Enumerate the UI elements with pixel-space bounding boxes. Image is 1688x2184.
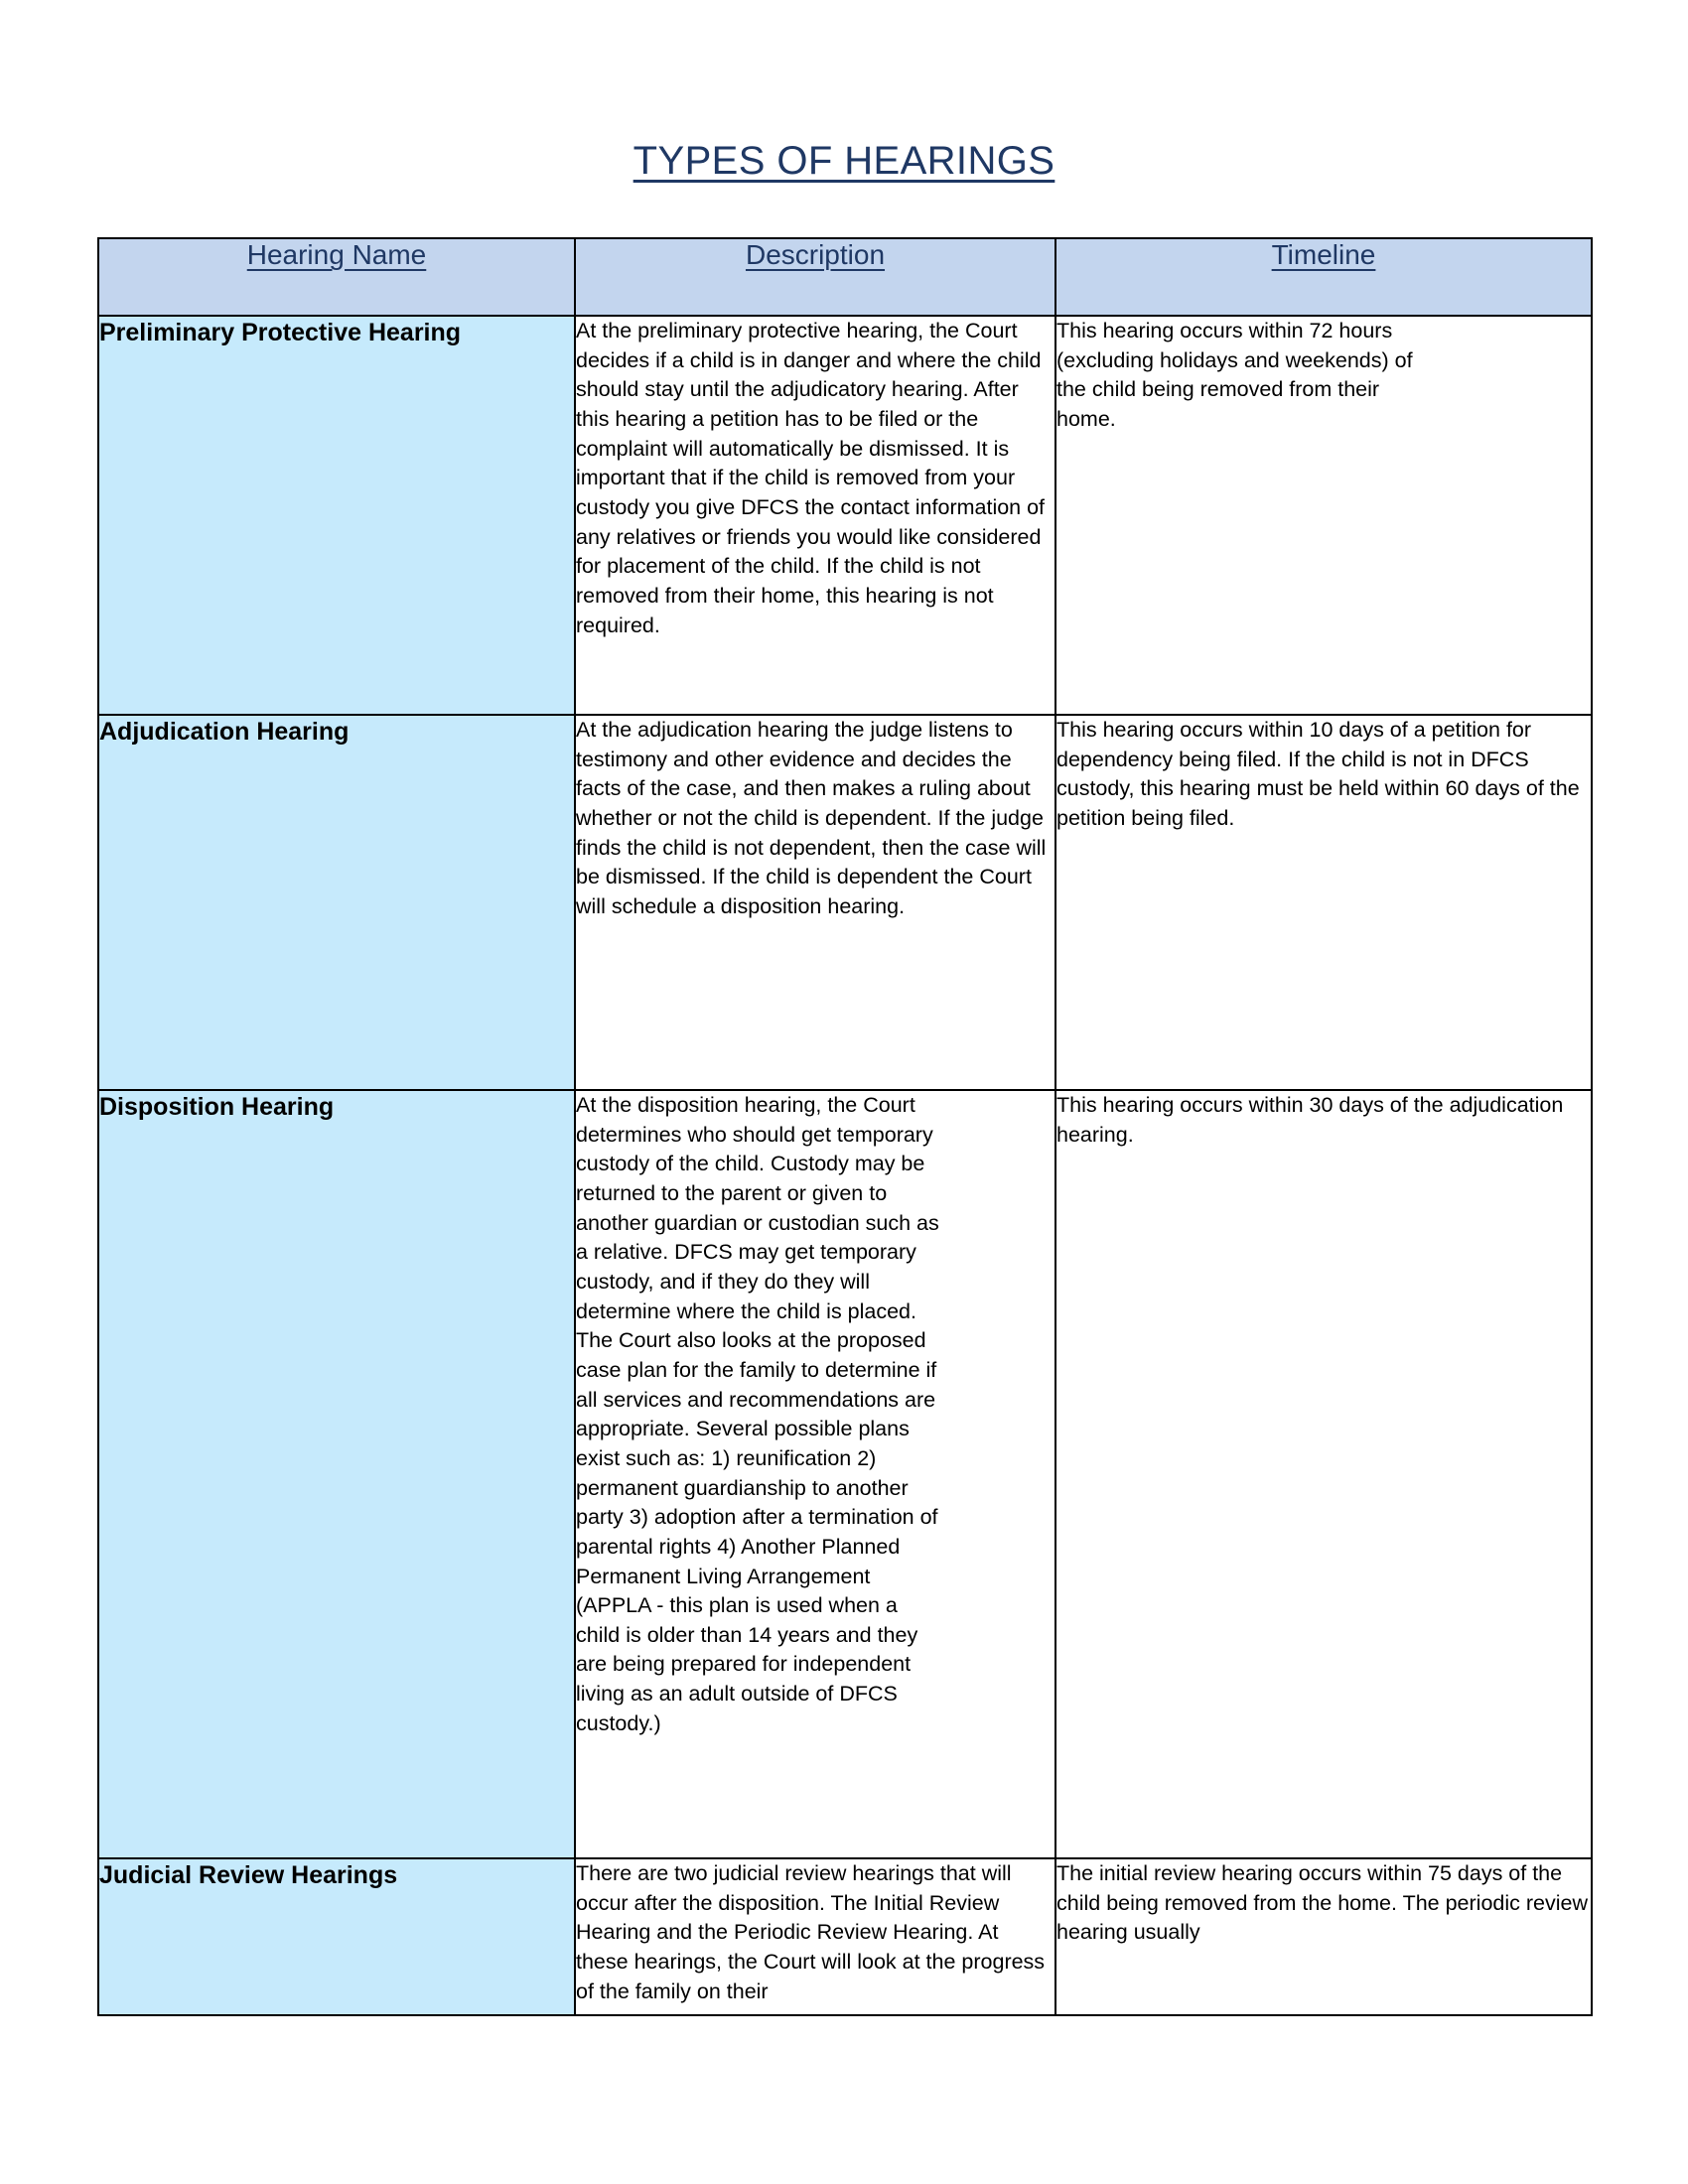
- timeline-text: This hearing occurs within 10 days of a petition for dependency being filed. If the child is not in DFCS custody, this hearing must be held within 60 days of the petition being filed.: [1056, 718, 1580, 830]
- timeline-text: The initial review hearing occurs within 75 days of the child being removed from the home. The periodic review hearing usually: [1056, 1861, 1588, 1945]
- description-text: At the preliminary protective hearing, the Court decides if a child is in danger and where the child should stay until the adjudicatory hearing. After this hearing a petition has to be filed or the complaint will automatically be dismissed. It is important that if the child is removed from your custody you give DFCS the contact information of any relatives or friends you would like considered for placement of the child. If the child is not removed from their home, this hearing is not required.: [576, 319, 1046, 637]
- cell-hearing-name: [98, 1090, 575, 1858]
- cell-description: [575, 316, 1055, 715]
- description-text: At the adjudication hearing the judge listens to testimony and other evidence and decides the facts of the case, and then makes a ruling about whether or not the child is dependent. If the judge finds the child is not dependent, then the case will be dismissed. If the child is dependent the Court will schedule a disposition hearing.: [576, 718, 1047, 918]
- hearings-table: [97, 237, 1593, 2016]
- column-header-description-label: Description: [745, 239, 886, 270]
- column-header-description: [575, 238, 1055, 316]
- table-row: [98, 1090, 1592, 1858]
- table-body: [98, 316, 1592, 2015]
- column-header-hearing-name-label: Hearing Name: [246, 239, 427, 270]
- cell-hearing-name: [98, 1858, 575, 2015]
- hearings-table-container: [0, 237, 1688, 2016]
- hearing-name-text: Adjudication Hearing: [99, 718, 350, 746]
- cell-timeline: [1055, 715, 1592, 1090]
- cell-description: [575, 715, 1055, 1090]
- hearing-name-text: Preliminary Protective Hearing: [99, 319, 462, 346]
- cell-description: [575, 1858, 1055, 2015]
- page-title-text: TYPES OF HEARINGS: [633, 139, 1055, 183]
- column-header-timeline-label: Timeline: [1271, 239, 1376, 270]
- cell-hearing-name: [98, 715, 575, 1090]
- timeline-text: This hearing occurs within 72 hours (excluding holidays and weekends) of the child being removed from their home.: [1056, 319, 1413, 431]
- cell-timeline: [1055, 1090, 1592, 1858]
- table-row: [98, 1858, 1592, 2015]
- table-row: [98, 316, 1592, 715]
- hearing-name-text: Disposition Hearing: [99, 1093, 335, 1121]
- table-row: [98, 715, 1592, 1090]
- timeline-text: This hearing occurs within 30 days of the adjudication hearing.: [1056, 1093, 1564, 1147]
- cell-timeline: [1055, 1858, 1592, 2015]
- description-text: At the disposition hearing, the Court determines who should get temporary custody of the child. Custody may be returned to the parent or given to another guardian or custodian such as a relative. DFCS may get temporary custody, and if they do they will determine where the child is placed. The Court also looks at the proposed case plan for the family to determine if all services and recommendations are appropriate. Several possible plans exist such as: 1) reunification 2) permanent guardianship to another party 3) adoption after a termination of parental rights 4) Another Planned Permanent Living Arrangement (APPLA - this plan is used when a child is older than 14 years and they are being prepared for independent living as an adult outside of DFCS custody.): [576, 1093, 939, 1735]
- table-header-row: [98, 238, 1592, 316]
- cell-timeline: [1055, 316, 1592, 715]
- cell-description: [575, 1090, 1055, 1858]
- table-header: [98, 238, 1592, 316]
- description-text: There are two judicial review hearings that will occur after the disposition. The Initial Review Hearing and the Periodic Review Hearing. At these hearings, the Court will look at the progress of the family on their: [576, 1861, 1046, 2003]
- page-title: [0, 0, 1688, 184]
- cell-hearing-name: [98, 316, 575, 715]
- column-header-timeline: [1055, 238, 1592, 316]
- hearing-name-text: Judicial Review Hearings: [99, 1861, 398, 1889]
- column-header-hearing-name: [98, 238, 575, 316]
